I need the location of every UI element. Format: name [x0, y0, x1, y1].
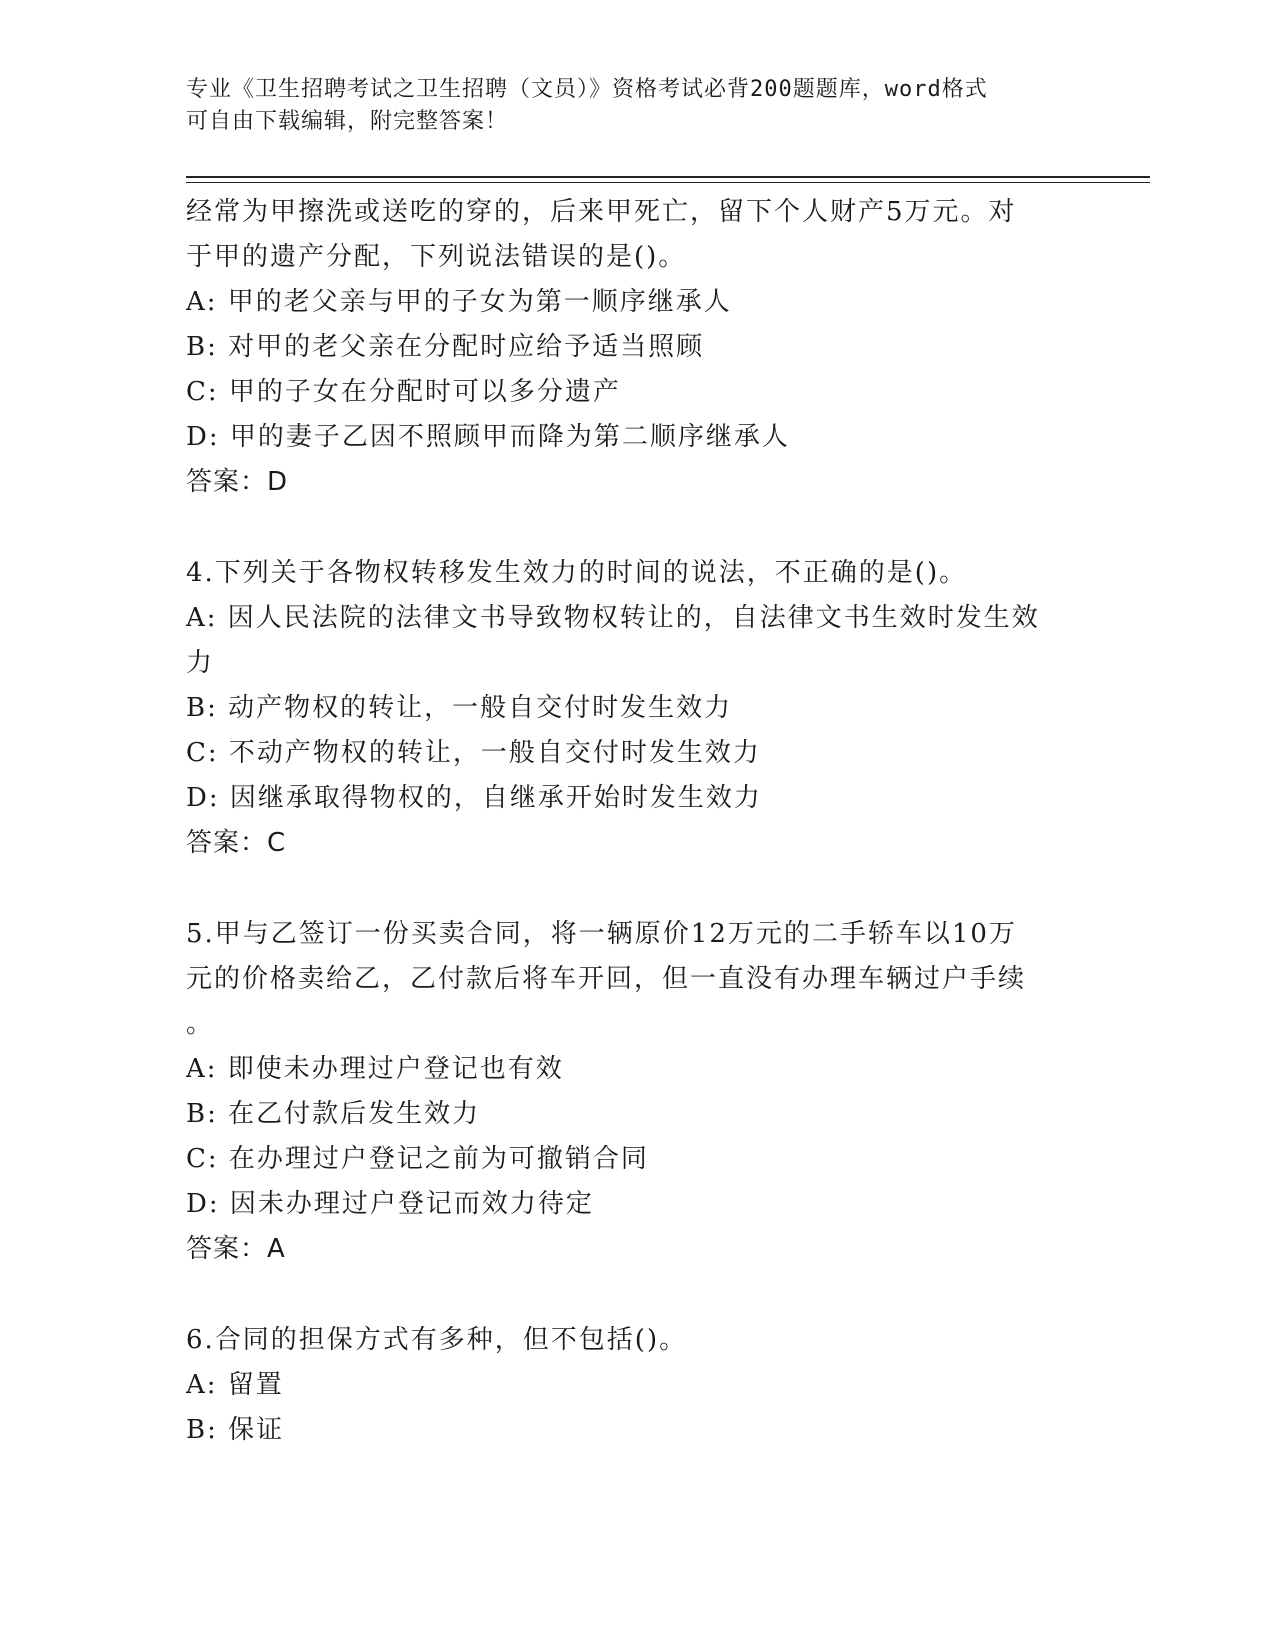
answer-label: 答案：A: [186, 1234, 286, 1264]
option-a-continued: 力: [186, 648, 215, 678]
question-stem: 元的价格卖给乙，乙付款后将车开回，但一直没有办理车辆过户手续: [186, 964, 1027, 994]
header-divider-thick: [186, 176, 1150, 178]
header-divider-thin: [186, 182, 1150, 183]
option-a: A: 因人民法院的法律文书导致物权转让的，自法律文书生效时发生效: [186, 603, 1040, 633]
question-stem: 经常为甲擦洗或送吃的穿的，后来甲死亡，留下个人财产5万元。对: [186, 197, 1017, 227]
option-a: A: 甲的老父亲与甲的子女为第一顺序继承人: [186, 287, 732, 317]
question-stem: 5.甲与乙签订一份买卖合同，将一辆原价12万元的二手轿车以10万: [186, 919, 1017, 949]
option-b: B: 动产物权的转让，一般自交付时发生效力: [186, 693, 733, 723]
option-d: D: 因继承取得物权的，自继承开始时发生效力: [186, 783, 762, 813]
option-c: C: 不动产物权的转让，一般自交付时发生效力: [186, 738, 761, 768]
option-a: A: 留置: [186, 1370, 284, 1400]
document-header: [186, 74, 1066, 138]
question-stem: 6.合同的担保方式有多种，但不包括()。: [186, 1325, 688, 1355]
option-d: D: 因未办理过户登记而效力待定: [186, 1189, 594, 1219]
question-content: [186, 190, 1086, 1453]
option-c: C: 甲的子女在分配时可以多分遗产: [186, 377, 621, 407]
question-6: [186, 1318, 1086, 1453]
option-b: B: 在乙付款后发生效力: [186, 1099, 481, 1129]
header-title-line-2: 可自由下载编辑，附完整答案！: [186, 109, 509, 134]
question-stem: 4.下列关于各物权转移发生效力的时间的说法，不正确的是()。: [186, 558, 968, 588]
answer-label: 答案：D: [186, 467, 289, 497]
option-d: D: 甲的妻子乙因不照顾甲而降为第二顺序继承人: [186, 422, 790, 452]
answer-label: 答案：C: [186, 828, 287, 858]
option-b: B: 保证: [186, 1415, 285, 1445]
question-stem: 。: [186, 1009, 215, 1039]
question-4: [186, 551, 1086, 866]
question-3: [186, 190, 1086, 505]
option-c: C: 在办理过户登记之前为可撤销合同: [186, 1144, 649, 1174]
header-title-line-1: 专业《卫生招聘考试之卫生招聘（文员）》资格考试必背200题题库，word格式: [186, 77, 988, 102]
question-stem: 于甲的遗产分配，下列说法错误的是()。: [186, 242, 687, 272]
option-a: A: 即使未办理过户登记也有效: [186, 1054, 564, 1084]
option-b: B: 对甲的老父亲在分配时应给予适当照顾: [186, 332, 705, 362]
question-5: [186, 912, 1086, 1272]
